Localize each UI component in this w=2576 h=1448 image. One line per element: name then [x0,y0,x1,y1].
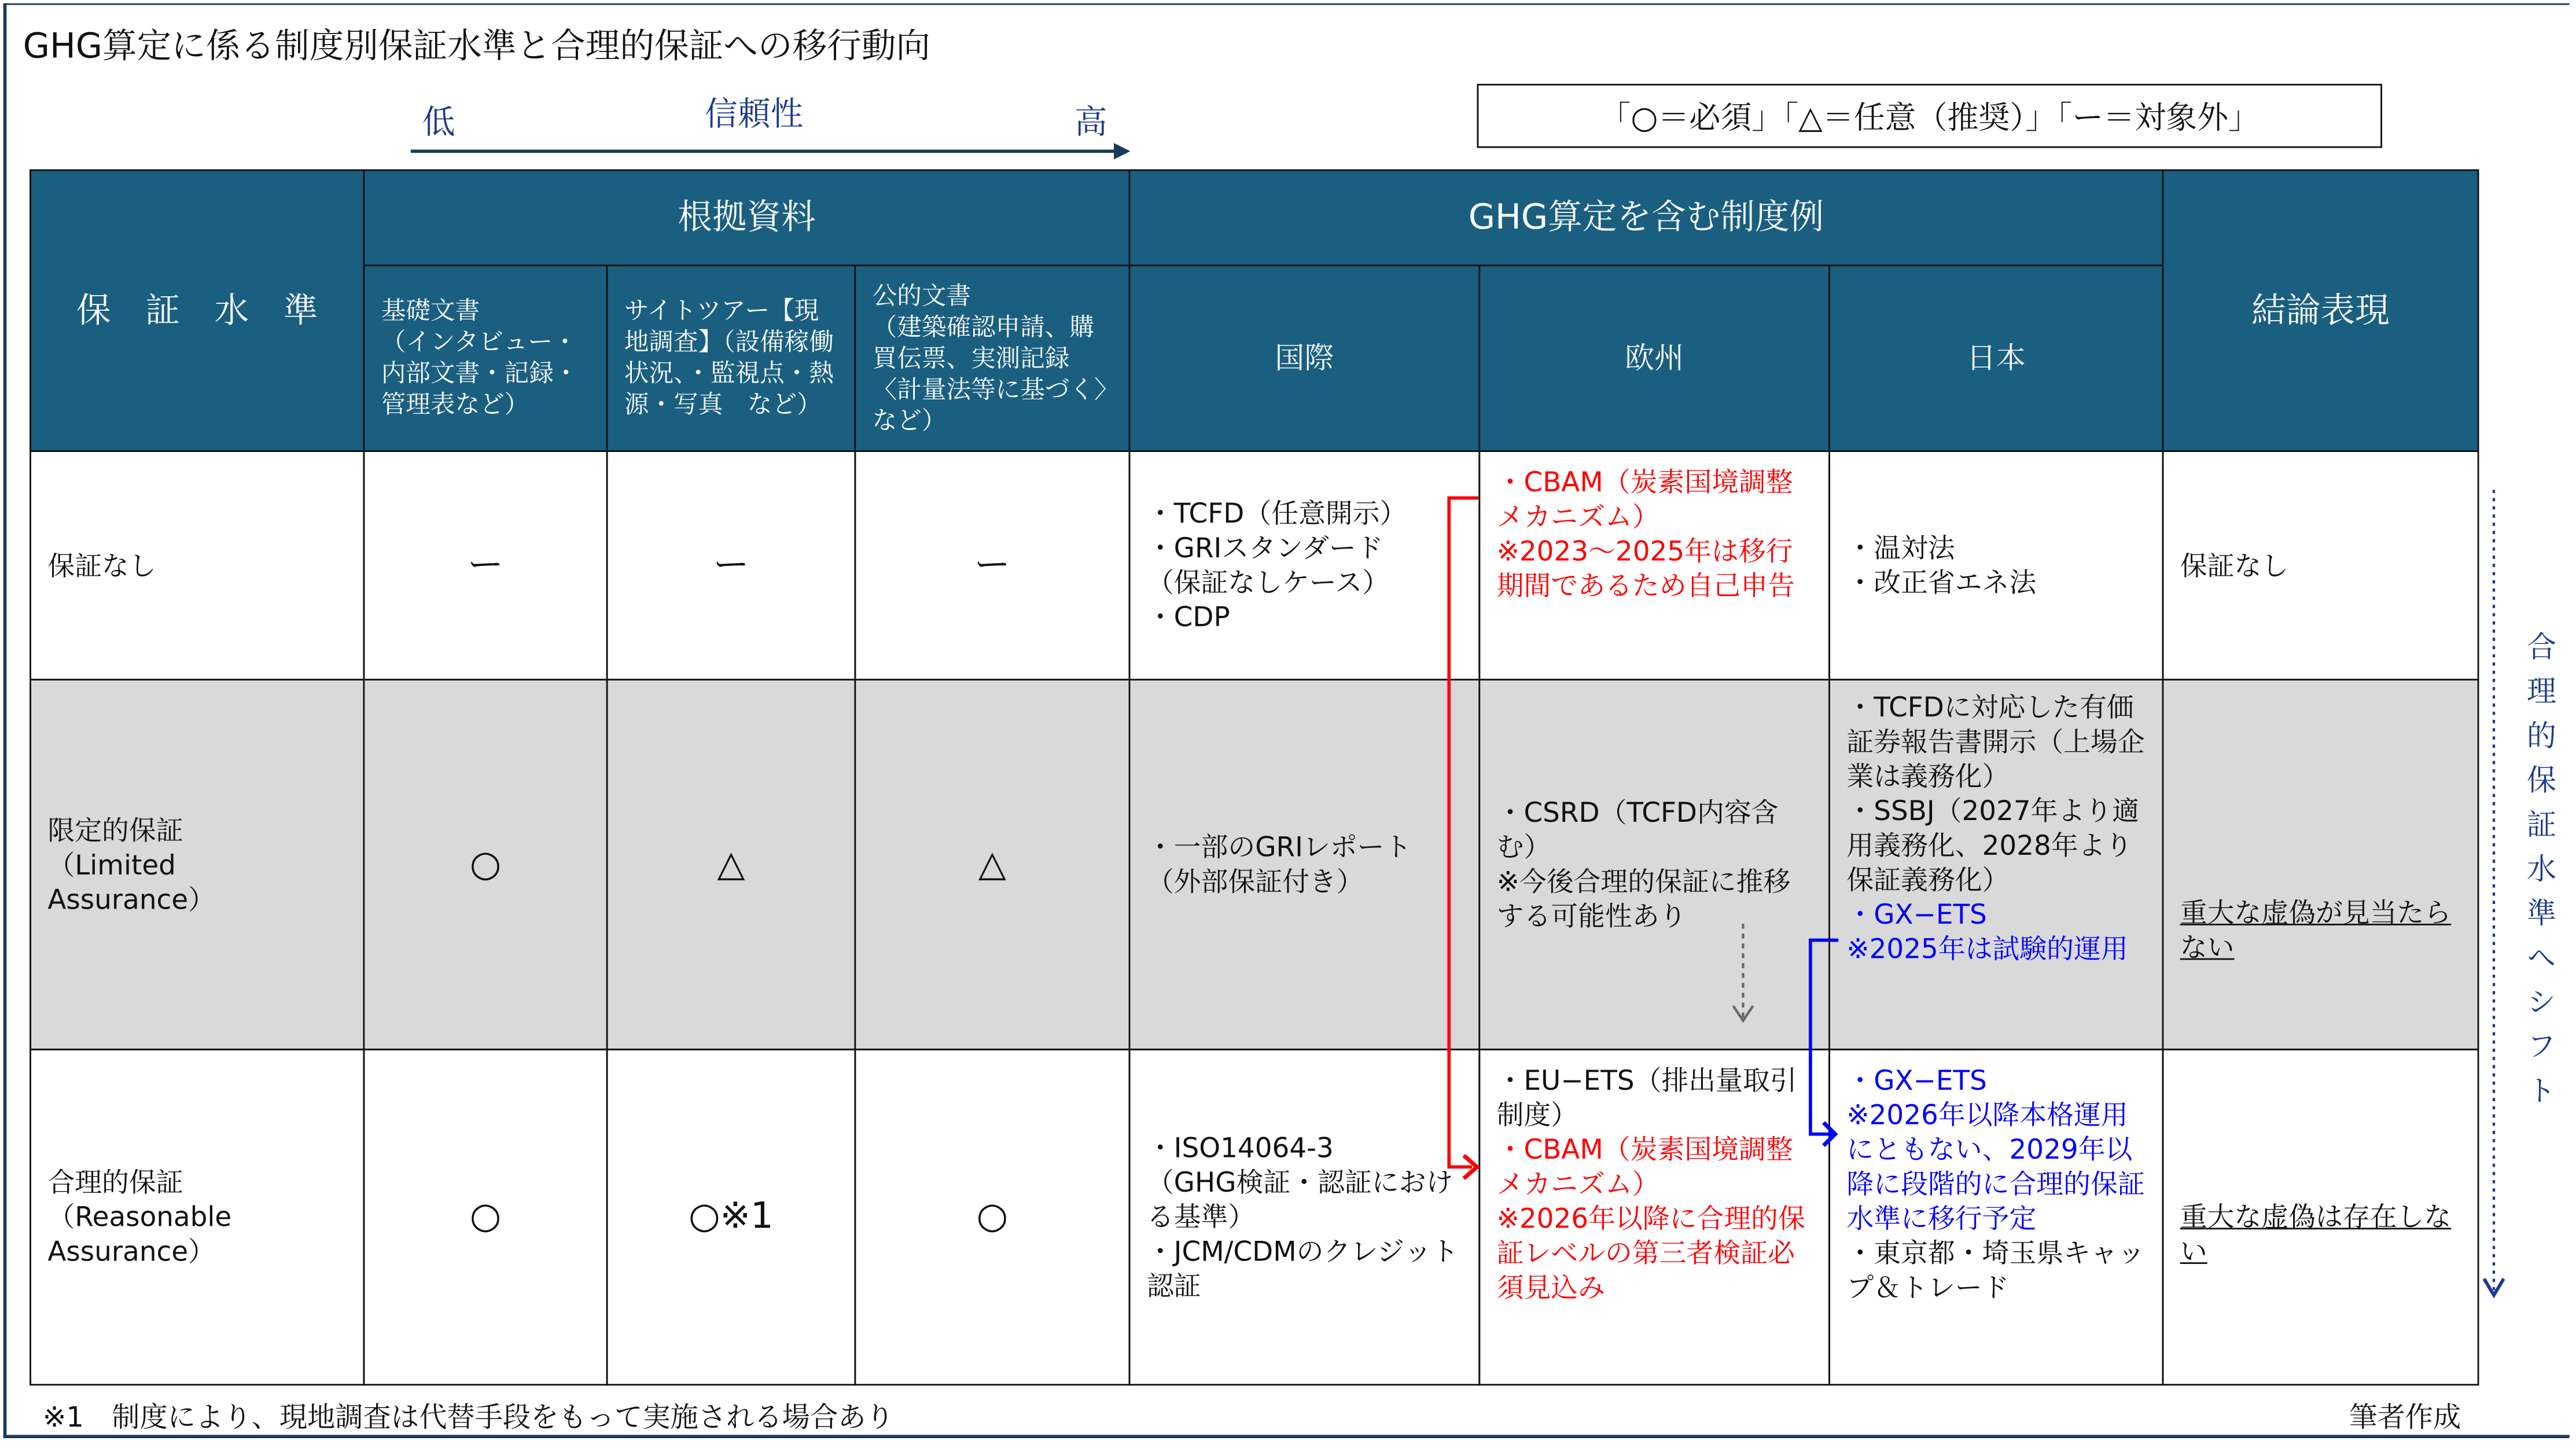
side-label: 合理的保証水準へシフト [2522,631,2556,1120]
row3-jp-text: ・東京都・埼玉県キャップ＆トレード [1846,1237,2145,1304]
row2-level: 限定的保証 （Limited Assurance） [30,679,365,1050]
row1-site: ー [606,450,856,681]
trust-high: 高 [1074,102,1107,142]
row2-jp-gxets: ・GX−ETS ※2025年は試験的運用 [1846,899,2128,965]
page-title: GHG算定に係る制度別保証水準と合理的保証への移行動向 [23,26,931,66]
trust-label: 信頼性 [705,93,804,134]
header-jp: 日本 [1828,264,2163,452]
row2-basic: ○ [363,679,608,1050]
header-evidence-site: サイトツアー【現地調査】（設備稼働状況、・監視点・熱源・写真 など） [606,264,856,452]
header-level: 保 証 水 準 [30,170,365,452]
row2-jp-text: ・TCFDに対応した有価証券報告書開示（上場企業は義務化） ・SSBJ（2027年より適用義務化、2028年より保証義務化） [1846,692,2145,896]
row3-site: ○※1 [606,1049,856,1385]
row3-basic: ○ [363,1049,608,1385]
row1-level: 保証なし [30,450,365,681]
header-evidence-public: 公的文書 （建築確認申請、購買伝票、実測記録〈計量法等に基づく〉など） [854,264,1130,452]
credit: 筆者作成 [2349,1402,2461,1435]
row2-public: △ [854,679,1130,1050]
trust-low: 低 [422,102,455,142]
footnote: ※1 制度により、現地調査は代替手段をもって実施される場合あり [42,1402,894,1435]
header-conclusion: 結論表現 [2162,170,2479,452]
row3-jp-gxets: ・GX−ETS ※2026年以降本格運用にともない、2029年以降に段階的に合理的保証水準に移行予定 [1846,1065,2145,1234]
row2-jp [1828,679,2163,1050]
row3-level: 合理的保証 （Reasonable Assurance） [30,1049,365,1385]
row1-basic: ー [363,450,608,681]
row1-eu: ・CBAM（炭素国境調整メカニズム） ※2023～2025年は移行期間であるため自己申告 [1478,450,1830,681]
header-evidence: 根拠資料 [363,170,1130,267]
header-eu: 欧州 [1478,264,1830,452]
row3-eu [1478,1049,1830,1385]
row3-eu-euets: ・EU−ETS（排出量取引制度） [1496,1065,1797,1131]
row3-conclusion: 重大な虚偽は存在しない [2162,1049,2479,1385]
header-evidence-basic: 基礎文書 （インタビュー・内部文書・記録・管理表など） [363,264,608,452]
row3-jp [1828,1049,2163,1385]
row1-public: ー [854,450,1130,681]
row3-eu-cbam: ・CBAM（炭素国境調整メカニズム） ※2026年以降に合理的保証レベルの第三者検証必須見込み [1496,1134,1805,1304]
row1-jp: ・温対法 ・改正省エネ法 [1828,450,2163,681]
row1-intl: ・TCFD（任意開示） ・GRIスタンダード （保証なしケース） ・CDP [1129,450,1481,681]
row2-site: △ [606,679,856,1050]
row3-intl: ・ISO14064-3 （GHG検証・認証における基準） ・JCM/CDMのクレジット認証 [1129,1049,1481,1385]
header-intl: 国際 [1129,264,1481,452]
trust-arrow-icon [407,138,1138,164]
row3-public: ○ [854,1049,1130,1385]
row2-eu: ・CSRD（TCFD内容含む） ※今後合理的保証に推移する可能性あり [1478,679,1830,1050]
row1-conclusion: 保証なし [2162,450,2479,681]
legend-box: 「○＝必須」「△＝任意（推奨）」「ー＝対象外」 [1477,84,2382,148]
row2-intl: ・一部のGRIレポート （外部保証付き） [1129,679,1481,1050]
header-systems: GHG算定を含む制度例 [1129,170,2164,267]
row2-conclusion: 重大な虚偽が見当たらない [2162,679,2479,1050]
